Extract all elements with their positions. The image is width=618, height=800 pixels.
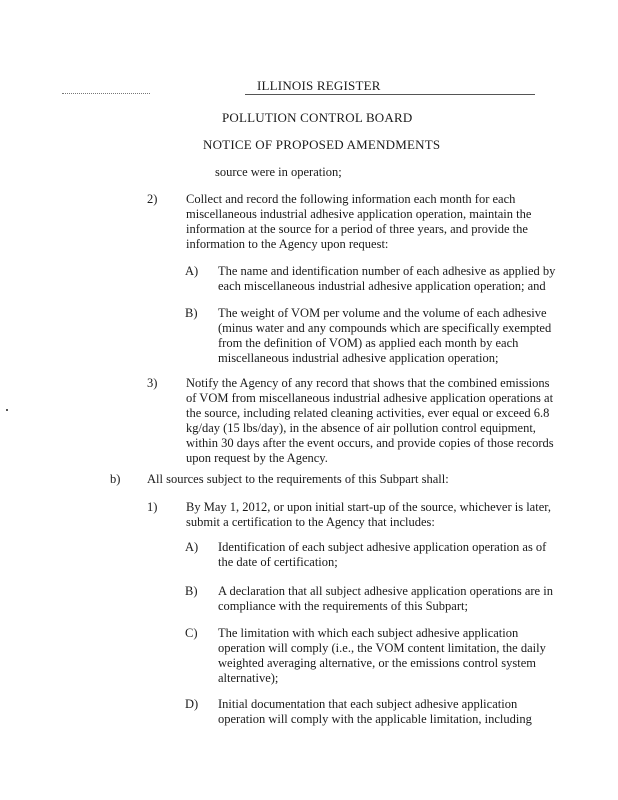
text-line: miscellaneous industrial adhesive application operation;: [218, 351, 499, 365]
text-line: information at the source for a period of three years, and provide the: [186, 222, 528, 236]
text-line: kg/day (15 lbs/day), in the absence of air pollution control equipment,: [186, 421, 536, 435]
item-b1-text: [186, 500, 551, 530]
item-b1-label: 1): [147, 500, 158, 514]
text-line: (minus water and any compounds which are specifically exempted: [218, 321, 552, 335]
item-b1B-label: B): [185, 584, 198, 598]
text-line: operation will comply with the applicable limitation, including: [218, 712, 532, 726]
item-2B-text: [218, 306, 551, 366]
text-line: The name and identification number of each adhesive as applied by: [218, 264, 556, 278]
text-line: from the definition of VOM) as applied each month by each: [218, 336, 519, 350]
text-line: each miscellaneous industrial adhesive application operation; and: [218, 279, 546, 293]
board-title: POLLUTION CONTROL BOARD: [222, 110, 413, 125]
item-b1B-text: [218, 584, 553, 614]
text-line: Identification of each subject adhesive application operation as of: [218, 540, 547, 554]
text-line: By May 1, 2012, or upon initial start-up of the source, whichever is later,: [186, 500, 552, 514]
item-b1A-text: [218, 540, 546, 570]
text-line: Collect and record the following information each month for each: [186, 192, 516, 206]
header-underline: [245, 94, 535, 95]
continuation-line: source were in operation;: [215, 165, 342, 179]
text-line: The weight of VOM per volume and the volume of each adhesive: [218, 306, 547, 320]
text-line: Initial documentation that each subject adhesive application: [218, 697, 518, 711]
item-b1D-label: D): [185, 697, 199, 711]
text-line: within 30 days after the event occurs, and provide copies of those records: [186, 436, 554, 450]
text-line: of VOM from miscellaneous industrial adhesive application operations at: [186, 391, 554, 405]
notice-title: NOTICE OF PROPOSED AMENDMENTS: [203, 137, 441, 152]
text-line: The limitation with which each subject adhesive application: [218, 626, 519, 640]
text-line: upon request by the Agency.: [186, 451, 328, 465]
subsection-b-text: All sources subject to the requirements of this Subpart shall:: [147, 472, 449, 486]
subsection-b-label: b): [110, 472, 121, 486]
item-2B-label: B): [185, 306, 198, 320]
text-line: submit a certification to the Agency that includes:: [186, 515, 435, 529]
item-b1D-text: [218, 697, 532, 727]
text-line: the date of certification;: [218, 555, 338, 569]
item-b1C-text: [218, 626, 546, 686]
item-3-text: [186, 376, 554, 466]
item-2-text: [186, 192, 531, 252]
header-left-dotted-rule: [62, 93, 150, 94]
text-line: alternative);: [218, 671, 279, 685]
text-line: weighted averaging alternative, or the emissions control system: [218, 656, 536, 670]
register-title: ILLINOIS REGISTER: [257, 78, 381, 93]
text-line: A declaration that all subject adhesive application operations are in: [218, 584, 553, 598]
text-line: miscellaneous industrial adhesive application operation, maintain the: [186, 207, 532, 221]
text-line: Notify the Agency of any record that shows that the combined emissions: [186, 376, 550, 390]
text-line: operation will comply (i.e., the VOM content limitation, the daily: [218, 641, 546, 655]
item-2A-text: [218, 264, 555, 294]
item-b1A-label: A): [185, 540, 199, 554]
text-line: the source, including related cleaning activities, ever equal or exceed 6.8: [186, 406, 550, 420]
text-line: compliance with the requirements of this Subpart;: [218, 599, 468, 613]
item-2A-label: A): [185, 264, 199, 278]
item-2-label: 2): [147, 192, 158, 206]
item-b1C-label: C): [185, 626, 198, 640]
item-3-label: 3): [147, 376, 158, 390]
margin-mark: [6, 409, 8, 411]
text-line: information to the Agency upon request:: [186, 237, 389, 251]
